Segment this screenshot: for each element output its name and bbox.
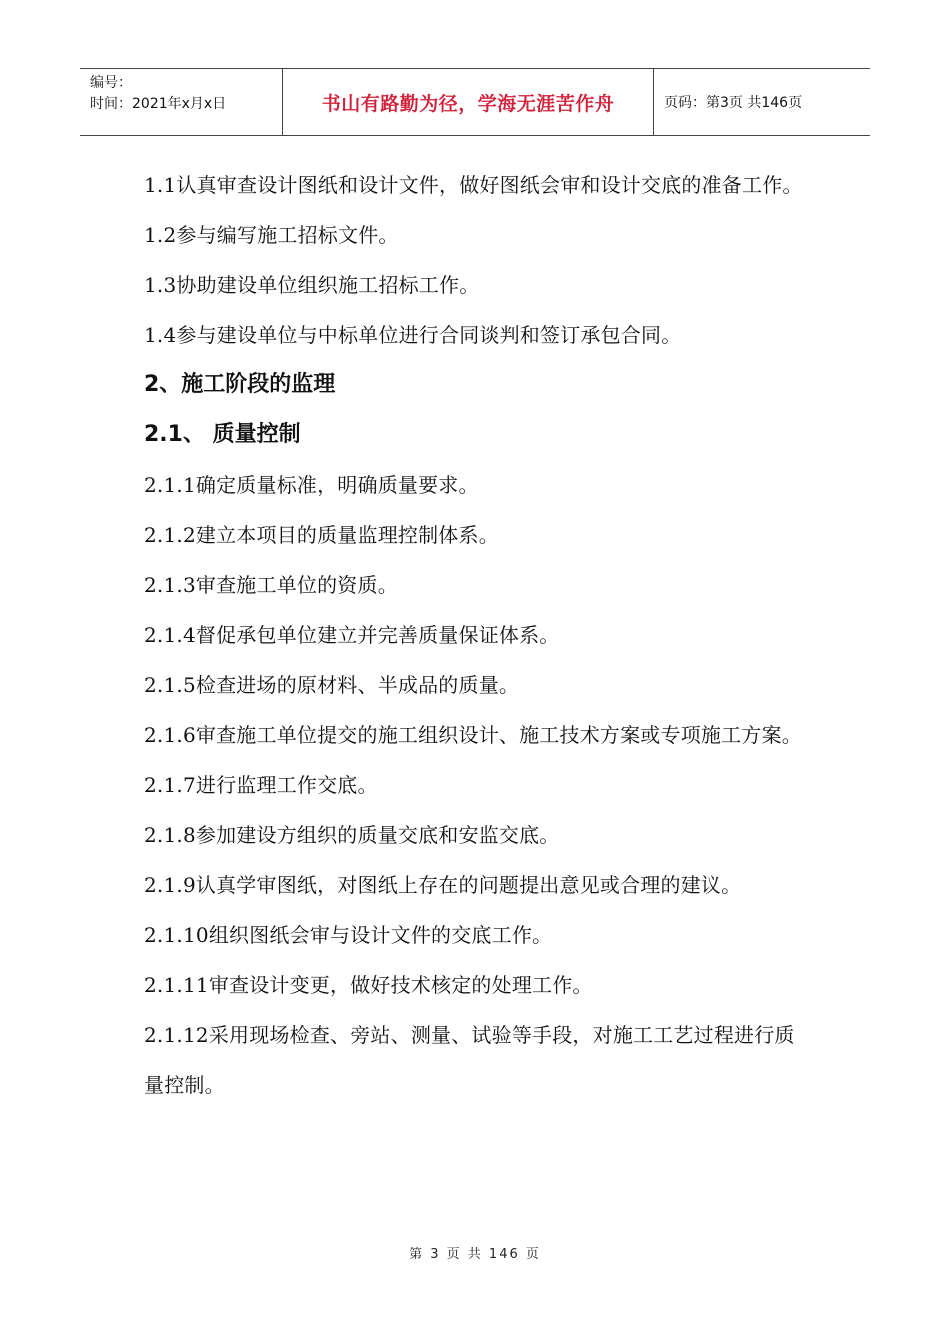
body-paragraph: 2.1.10组织图纸会审与设计文件的交底工作。 xyxy=(144,923,553,947)
body-paragraph: 2.1.6审查施工单位提交的施工组织设计、施工技术方案或专项施工方案。 xyxy=(144,723,802,747)
body-paragraph: 2.1.12采用现场检查、旁站、测量、试验等手段，对施工工艺过程进行质量控制。 xyxy=(144,1023,795,1097)
body-paragraph: 2.1.4督促承包单位建立并完善质量保证体系。 xyxy=(144,623,560,647)
body-paragraph: 2.1.1确定质量标准，明确质量要求。 xyxy=(144,473,479,497)
body-paragraph: 2.1.7进行监理工作交底。 xyxy=(144,773,378,797)
body-paragraph: 2.1.8参加建设方组织的质量交底和安监交底。 xyxy=(144,823,560,847)
body-paragraph: 2.1.5检查进场的原材料、半成品的质量。 xyxy=(144,673,520,697)
section-heading: 2、施工阶段的监理 xyxy=(144,372,336,397)
body-paragraph: 1.1认真审查设计图纸和设计文件，做好图纸会审和设计交底的准备工作。 xyxy=(144,173,803,197)
header-page-info: 页码：第3页 共146页 xyxy=(664,95,803,111)
body-paragraph: 1.4参与建设单位与中标单位进行合同谈判和签订承包合同。 xyxy=(144,323,682,347)
body-paragraph: 1.3协助建设单位组织施工招标工作。 xyxy=(144,273,480,297)
header-motto: 书山有路勤为径，学海无涯苦作舟 xyxy=(282,69,654,135)
body-paragraph: 1.2参与编写施工招标文件。 xyxy=(144,223,399,247)
date-label: 时间：2021年x月x日 xyxy=(90,96,227,112)
body-paragraph: 2.1.9认真学审图纸，对图纸上存在的问题提出意见或合理的建议。 xyxy=(144,873,742,897)
header-meta xyxy=(80,69,282,135)
page-header xyxy=(80,68,870,136)
body-paragraph: 2.1.11审查设计变更，做好技术核定的处理工作。 xyxy=(144,973,593,997)
body-paragraph: 2.1.2建立本项目的质量监理控制体系。 xyxy=(144,523,499,547)
body-paragraph: 2.1.3审查施工单位的资质。 xyxy=(144,573,398,597)
code-label: 编号： xyxy=(90,75,132,91)
page-footer: 第 3 页 共 146 页 xyxy=(409,1247,541,1262)
section-heading: 2.1、 质量控制 xyxy=(144,422,301,447)
document-body xyxy=(144,160,814,1110)
